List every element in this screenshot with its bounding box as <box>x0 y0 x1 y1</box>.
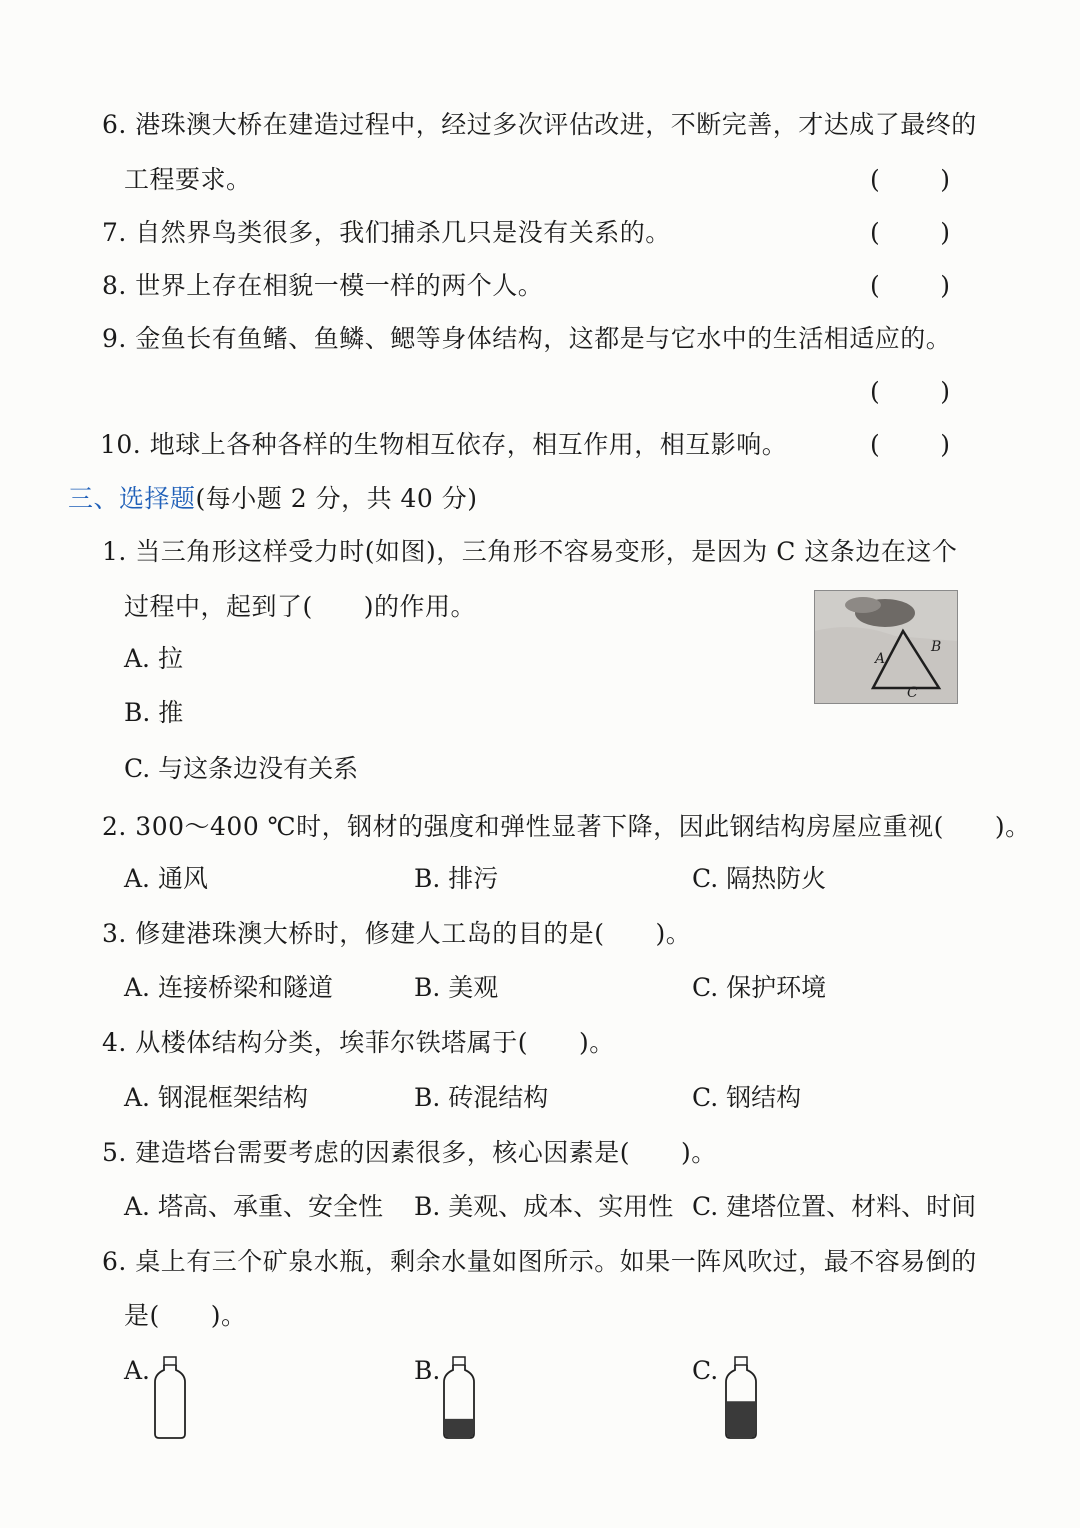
judge-q6-line2: 工程要求。 <box>124 165 252 194</box>
choice-q5-option-a[interactable]: A. 塔高、承重、安全性 <box>124 1192 383 1221</box>
paren-open: ( <box>870 165 880 194</box>
bottle-c-icon <box>723 1356 759 1440</box>
bottle-b-icon <box>441 1356 477 1440</box>
choice-q1-option-c[interactable]: C. 与这条边没有关系 <box>124 754 359 783</box>
choice-q6-option-a[interactable]: A. <box>124 1356 151 1385</box>
paren-close: ) <box>940 165 950 194</box>
choice-q5: 5. 建造塔台需要考虑的因素很多，核心因素是( )。 <box>102 1138 717 1167</box>
edge-label-c: C <box>907 685 918 701</box>
choice-q4-option-b[interactable]: B. 砖混结构 <box>414 1083 549 1112</box>
choice-q2-option-c[interactable]: C. 隔热防火 <box>692 864 827 893</box>
judge-q10: 10. 地球上各种各样的生物相互依存，相互作用，相互影响。 <box>100 430 788 459</box>
edge-label-b: B <box>931 639 942 655</box>
choice-q4-option-a[interactable]: A. 钢混框架结构 <box>124 1083 308 1112</box>
choice-q1-option-b[interactable]: B. 推 <box>124 698 184 727</box>
paren-open: ( <box>870 218 880 247</box>
judge-q9: 9. 金鱼长有鱼鳍、鱼鳞、鳃等身体结构，这都是与它水中的生活相适应的。 <box>102 324 952 353</box>
choice-q3-option-b[interactable]: B. 美观 <box>414 973 499 1002</box>
choice-q5-option-b[interactable]: B. 美观、成本、实用性 <box>414 1192 674 1221</box>
choice-q3: 3. 修建港珠澳大桥时，修建人工岛的目的是( )。 <box>102 919 692 948</box>
choice-q3-option-c[interactable]: C. 保护环境 <box>692 973 827 1002</box>
bottle-c-water <box>727 1401 755 1437</box>
choice-q6-line2: 是( )。 <box>124 1301 247 1330</box>
bottle-a-icon <box>152 1356 188 1440</box>
section-heading <box>68 482 478 516</box>
choice-q1-option-a[interactable]: A. 拉 <box>124 644 183 673</box>
triangle-diagram <box>815 591 957 703</box>
judge-q8: 8. 世界上存在相貌一模一样的两个人。 <box>102 271 544 300</box>
judge-q7: 7. 自然界鸟类很多，我们捕杀几只是没有关系的。 <box>102 218 671 247</box>
choice-q2-option-a[interactable]: A. 通风 <box>124 864 208 893</box>
paren-close: ) <box>940 218 950 247</box>
edge-label-a: A <box>875 651 886 667</box>
choice-q5-option-c[interactable]: C. 建塔位置、材料、时间 <box>692 1192 977 1221</box>
bottle-a-outline <box>155 1365 185 1438</box>
choice-q2-option-b[interactable]: B. 排污 <box>414 864 499 893</box>
paren-close: ) <box>940 430 950 459</box>
choice-q3-option-a[interactable]: A. 连接桥梁和隧道 <box>124 973 333 1002</box>
judge-q8-answer-paren[interactable] <box>870 269 950 303</box>
choice-q2: 2. 300～400 ℃时，钢材的强度和弹性显著下降，因此钢结构房屋应重视( )。 <box>102 812 1031 841</box>
bottle-b-water <box>445 1419 473 1437</box>
choice-q6-option-b[interactable]: B. <box>414 1356 441 1385</box>
judge-q6-line1: 6. 港珠澳大桥在建造过程中，经过多次评估改进，不断完善，才达成了最终的 <box>102 110 977 139</box>
section-title: 三、选择题 <box>68 484 196 513</box>
choice-q4: 4. 从楼体结构分类，埃菲尔铁塔属于( )。 <box>102 1028 615 1057</box>
section-score-note: (每小题 2 分，共 40 分) <box>195 484 478 513</box>
choice-q6-option-c[interactable]: C. <box>692 1356 719 1385</box>
judge-q7-answer-paren[interactable] <box>870 216 950 250</box>
paren-close: ) <box>940 271 950 300</box>
judge-q6-answer-paren[interactable] <box>870 163 950 197</box>
paren-close: ) <box>940 377 950 406</box>
choice-q1-line1: 1. 当三角形这样受力时(如图)，三角形不容易变形，是因为 C 这条边在这个 <box>102 537 958 566</box>
judge-q10-answer-paren[interactable] <box>870 428 950 462</box>
paren-open: ( <box>870 271 880 300</box>
paren-open: ( <box>870 430 880 459</box>
hand-shade <box>845 597 881 613</box>
judge-q9-answer-paren[interactable] <box>870 375 950 409</box>
choice-q6-line1: 6. 桌上有三个矿泉水瓶，剩余水量如图所示。如果一阵风吹过，最不容易倒的 <box>102 1247 977 1276</box>
paren-open: ( <box>870 377 880 406</box>
choice-q4-option-c[interactable]: C. 钢结构 <box>692 1083 802 1112</box>
choice-q1-line2: 过程中，起到了( )的作用。 <box>124 592 477 621</box>
triangle-force-figure <box>814 590 958 704</box>
